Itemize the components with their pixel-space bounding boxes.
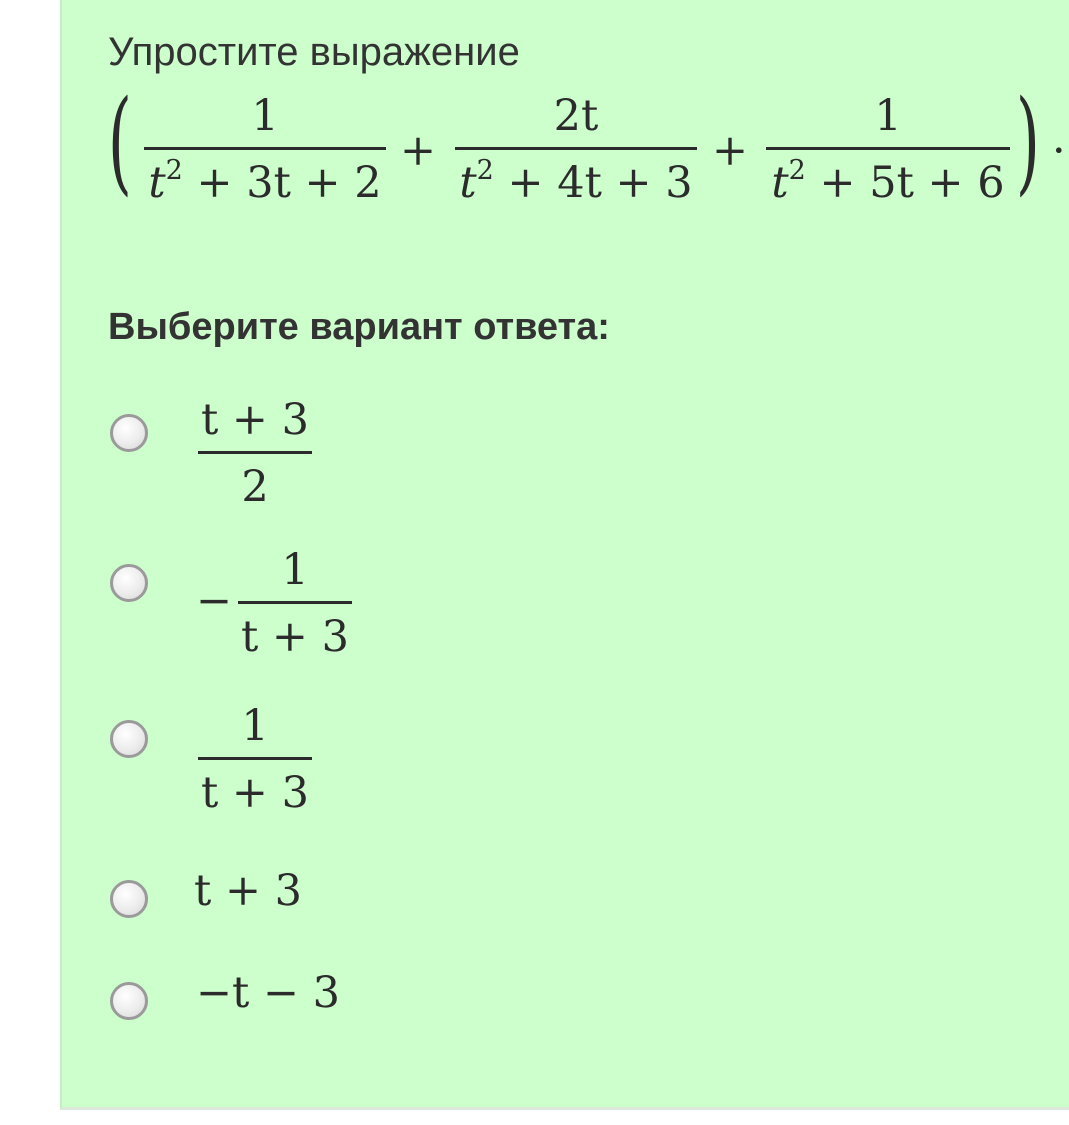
answer-prompt: Выберите вариант ответа:	[108, 306, 610, 348]
fraction-3-numerator: 1	[874, 91, 902, 141]
question-prompt: Упростите выражение	[108, 30, 520, 74]
radio-button-2[interactable]	[110, 564, 148, 602]
question-expression	[107, 77, 1069, 224]
option-5-text: −t − 3	[196, 968, 341, 1018]
option-4-text: t + 3	[194, 866, 303, 916]
option-3-fraction	[198, 700, 312, 819]
option-1-bar	[198, 451, 312, 454]
option-3-denominator: t + 3	[200, 768, 309, 818]
fraction-1-denominator: $t^2 + 3t + 2$	[148, 155, 382, 208]
trailing-dot: ·	[1052, 126, 1066, 176]
question-card	[60, 0, 1069, 1110]
plus-sign-2: +	[712, 126, 749, 176]
expression-fraction-1	[144, 90, 386, 209]
option-3-numerator: 1	[241, 701, 269, 751]
fraction-3-bar	[766, 147, 1010, 150]
fraction-1-bar	[144, 147, 386, 150]
option-3-bar	[198, 757, 312, 760]
fraction-3-denominator: $t^2 + 5t + 6$	[771, 155, 1005, 208]
expression-fraction-3	[766, 90, 1010, 209]
radio-button-5[interactable]	[110, 982, 148, 1020]
answer-option-4[interactable]	[108, 858, 708, 928]
radio-button-4[interactable]	[110, 880, 148, 918]
fraction-2-denominator: $t^2 + 4t + 3$	[459, 155, 693, 208]
option-1-fraction	[198, 394, 312, 513]
radio-button-3[interactable]	[110, 720, 148, 758]
fraction-2-numerator: 2t	[553, 91, 599, 141]
close-paren: )	[1015, 77, 1040, 207]
option-2-fraction	[238, 544, 352, 663]
fraction-2-bar	[455, 147, 697, 150]
option-1-denominator: 2	[241, 462, 269, 512]
option-2-bar	[238, 601, 352, 604]
radio-button-1[interactable]	[110, 414, 148, 452]
option-2-numerator: 1	[281, 545, 309, 595]
answer-option-5[interactable]	[108, 960, 708, 1030]
plus-sign-1: +	[400, 126, 437, 176]
option-1-numerator: t + 3	[200, 395, 309, 445]
expression-fraction-2	[455, 90, 697, 209]
answer-option-1[interactable]	[108, 388, 708, 512]
option-2-denominator: t + 3	[240, 612, 349, 662]
answer-option-2[interactable]	[108, 538, 708, 662]
answer-option-3[interactable]	[108, 694, 708, 818]
fraction-1-numerator: 1	[251, 91, 279, 141]
open-paren: (	[107, 77, 132, 207]
option-2-sign: −	[196, 576, 233, 626]
